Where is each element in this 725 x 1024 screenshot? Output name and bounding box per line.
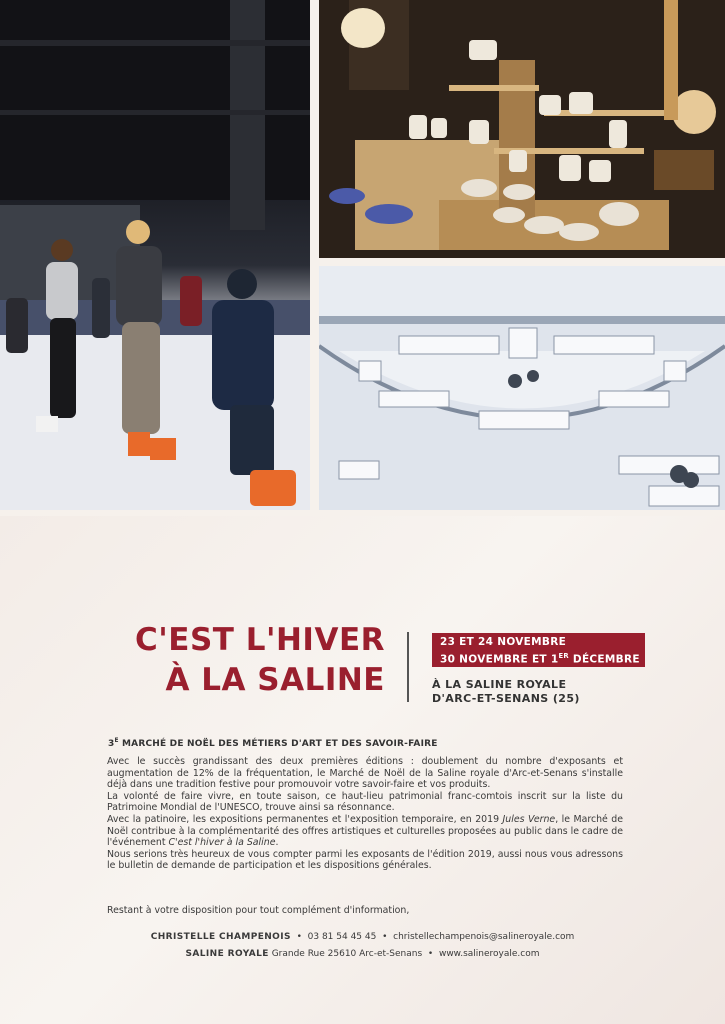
title-line-2: À LA SALINE <box>165 662 385 698</box>
organization-address: Grande Rue 25610 Arc-et-Senans <box>271 949 423 959</box>
contact-phone[interactable]: 03 81 54 45 45 <box>307 932 377 942</box>
dates-line-2-a: 30 NOVEMBRE ET 1 <box>440 653 559 666</box>
paragraph-4: Nous serions très heureux de vous compter parmi les exposants de l'édition 2019, aussi nous vous adressons le bulletin de demande de participation et les dispositions générales. <box>107 848 623 872</box>
contact-line-organization <box>0 949 725 959</box>
paragraph-3-b: , le Marché de Noël contribue à la complémentarité des offres artistiques et culturelles proposées au public dans le cadre de l'événement <box>107 813 624 849</box>
paragraph-3 <box>107 814 623 849</box>
heading-text: MARCHÉ DE NOËL DES MÉTIERS D'ART ET DES SAVOIR-FAIRE <box>118 739 438 749</box>
section-heading <box>108 738 438 749</box>
dates-line-2-sup: ER <box>558 652 569 660</box>
paragraph-3-em2: C'est l'hiver à la Saline <box>168 837 276 849</box>
dates-box <box>432 633 645 667</box>
paragraph-1: Avec le succès grandissant des deux premières éditions : doublement du nombre d'exposants et augmentation de 12% de la fréquentation, le Marché de Noël de la Saline royale d'Arc-et-Senans s'installe déjà dans une tradition festive pour promouvoir votre savoir-faire et vos produits. <box>107 756 623 791</box>
paragraph-2: La volonté de faire vivre, en toute saison, ce haut-lieu patrimonial franc-comtois inscrit sur la liste du Patrimoine Mondial de l'UNESCO, trouve ainsi sa résonnance. <box>107 790 623 814</box>
paragraph-3-a: Avec la patinoire, les expositions permanentes et l'exposition temporaire, en 2019 <box>107 813 503 825</box>
paragraph-3-c: . <box>275 837 279 849</box>
snowy-saline-aerial-photo <box>319 266 725 510</box>
ceramics-market-photo <box>319 0 725 258</box>
venue-line-1: À LA SALINE ROYALE <box>432 678 567 691</box>
contact-name: CHRISTELLE CHAMPENOIS <box>150 932 291 942</box>
ice-skating-photo <box>0 0 310 510</box>
dates-line-2-b: DÉCEMBRE <box>568 653 640 666</box>
separator: • <box>382 932 388 942</box>
dates-line-2 <box>440 649 645 667</box>
dates-line-1: 23 ET 24 NOVEMBRE <box>440 636 567 648</box>
main-title <box>0 620 385 700</box>
website-link[interactable]: www.salineroyale.com <box>438 949 540 959</box>
venue <box>432 678 580 706</box>
body-text <box>107 756 623 872</box>
paragraph-3-em1: Jules Verne <box>502 813 556 825</box>
contact-email-link[interactable]: christellechampenois@salineroyale.com <box>393 932 575 942</box>
title-divider <box>407 632 409 702</box>
contact-line-person <box>0 932 725 942</box>
title-line-1: C'EST L'HIVER <box>135 622 385 658</box>
organization-name: SALINE ROYALE <box>185 949 269 959</box>
closing-line: Restant à votre disposition pour tout complément d'information, <box>107 905 410 916</box>
separator: • <box>296 932 302 942</box>
venue-line-2: D'ARC-ET-SENANS (25) <box>432 692 580 705</box>
separator: • <box>427 949 434 959</box>
heading-number: 3 <box>108 739 115 749</box>
heading-sup: E <box>114 738 119 744</box>
